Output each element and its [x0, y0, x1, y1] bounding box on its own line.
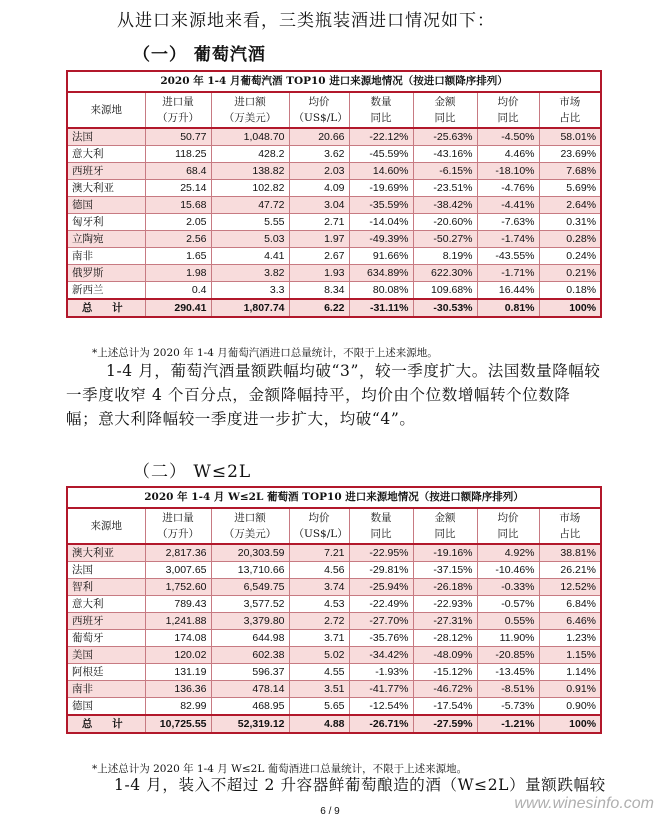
table-row — [67, 163, 601, 180]
table-row — [67, 698, 601, 716]
column-header: 均价 同比 — [477, 92, 539, 128]
table-cell: 3.74 — [289, 579, 349, 596]
table-cell: 2.67 — [289, 248, 349, 265]
table-cell: 120.02 — [145, 647, 211, 664]
source-country: 西班牙 — [67, 613, 145, 630]
table-row — [67, 596, 601, 613]
table-cell: 6.46% — [539, 613, 601, 630]
table-cell: 82.99 — [145, 698, 211, 716]
table-cell: -25.94% — [349, 579, 413, 596]
source-country: 匈牙利 — [67, 214, 145, 231]
table-cell: 138.82 — [211, 163, 289, 180]
table-cell: -22.93% — [413, 596, 477, 613]
total-cell: 6.22 — [289, 299, 349, 317]
table-cell: -20.85% — [477, 647, 539, 664]
column-header: 市场 占比 — [539, 508, 601, 544]
table-cell: -10.46% — [477, 562, 539, 579]
table-cell: 428.2 — [211, 146, 289, 163]
table-row — [67, 197, 601, 214]
source-country: 法国 — [67, 128, 145, 146]
section1-heading: （一） 葡萄汽酒 — [133, 45, 266, 65]
source-country: 德国 — [67, 698, 145, 716]
table-cell: 0.90% — [539, 698, 601, 716]
table-cell: 0.21% — [539, 265, 601, 282]
table-cell: 1.14% — [539, 664, 601, 681]
total-cell: 290.41 — [145, 299, 211, 317]
table-row — [67, 282, 601, 300]
table-cell: 174.08 — [145, 630, 211, 647]
table-cell: -48.09% — [413, 647, 477, 664]
table-cell: 5.69% — [539, 180, 601, 197]
table-cell: 596.37 — [211, 664, 289, 681]
table-cell: -12.54% — [349, 698, 413, 716]
source-country: 德国 — [67, 197, 145, 214]
bottled-wine-table — [66, 486, 602, 734]
table-cell: -5.73% — [477, 698, 539, 716]
table-cell: -29.81% — [349, 562, 413, 579]
table-cell: -0.57% — [477, 596, 539, 613]
table-cell: -1.71% — [477, 265, 539, 282]
column-header: 进口量 （万升） — [145, 508, 211, 544]
table-cell: 5.65 — [289, 698, 349, 716]
table-cell: 0.18% — [539, 282, 601, 300]
total-label: 总 计 — [67, 299, 145, 317]
table-cell: 0.28% — [539, 231, 601, 248]
table-cell: 12.52% — [539, 579, 601, 596]
table-cell: -13.45% — [477, 664, 539, 681]
sparkling-wine-table — [66, 70, 602, 318]
source-country: 意大利 — [67, 596, 145, 613]
table-cell: 0.31% — [539, 214, 601, 231]
table-cell: -34.42% — [349, 647, 413, 664]
table-row — [67, 613, 601, 630]
table-cell: 15.68 — [145, 197, 211, 214]
table-note: *上述总计为 2020 年 1-4 月 W≤2L 葡萄酒进口总量统计，不限于上述来源地。 — [92, 763, 468, 775]
table-cell: -41.77% — [349, 681, 413, 698]
source-country: 新西兰 — [67, 282, 145, 300]
table-cell: -1.93% — [349, 664, 413, 681]
table-cell: 3.04 — [289, 197, 349, 214]
column-header: 数量 同比 — [349, 508, 413, 544]
column-header: 来源地 — [67, 92, 145, 128]
table-cell: -15.12% — [413, 664, 477, 681]
analysis-paragraph: 1-4 月，葡萄汽酒量额跌幅均破“3”，较一季度扩大。法国数量降幅较一季度收窄 4 个百分点，金额降幅持平，均价由个位数增幅转个位数降幅；意大利降幅较一季度进一步扩大，均破“4”。 — [66, 362, 601, 428]
table-cell: 3.3 — [211, 282, 289, 300]
table-cell: -22.95% — [349, 544, 413, 562]
table-row — [67, 146, 601, 163]
table-cell: -28.12% — [413, 630, 477, 647]
table-cell: 26.21% — [539, 562, 601, 579]
column-header: 均价 同比 — [477, 508, 539, 544]
table-row — [67, 214, 601, 231]
table-cell: -0.33% — [477, 579, 539, 596]
site-watermark: www.winesinfo.com — [514, 795, 654, 812]
table-cell: -4.50% — [477, 128, 539, 146]
table-caption: 2020 年 1-4 月葡萄汽酒 TOP10 进口来源地情况（按进口额降序排列） — [67, 71, 601, 92]
table-cell: 789.43 — [145, 596, 211, 613]
table-cell: -6.15% — [413, 163, 477, 180]
table-cell: 2.71 — [289, 214, 349, 231]
table-cell: 1,241.88 — [145, 613, 211, 630]
table-cell: 1.97 — [289, 231, 349, 248]
table-cell: 3,577.52 — [211, 596, 289, 613]
analysis-paragraph: 1-4 月，装入不超过 2 升容器鲜葡萄酿造的酒（W≤2L）量额跌幅较 — [114, 776, 606, 794]
table-cell: 1.15% — [539, 647, 601, 664]
column-header: 来源地 — [67, 508, 145, 544]
total-cell: 52,319.12 — [211, 715, 289, 733]
table-cell: 7.68% — [539, 163, 601, 180]
total-cell: 1,807.74 — [211, 299, 289, 317]
total-row — [67, 715, 601, 733]
source-country: 智利 — [67, 579, 145, 596]
table-cell: 20,303.59 — [211, 544, 289, 562]
table-cell: -17.54% — [413, 698, 477, 716]
table-cell: 634.89% — [349, 265, 413, 282]
source-country: 西班牙 — [67, 163, 145, 180]
total-cell: -27.59% — [413, 715, 477, 733]
source-country: 南非 — [67, 248, 145, 265]
table-cell: 5.55 — [211, 214, 289, 231]
table-note: *上述总计为 2020 年 1-4 月葡萄汽酒进口总量统计，不限于上述来源地。 — [92, 347, 438, 359]
source-country: 南非 — [67, 681, 145, 698]
table-cell: -4.76% — [477, 180, 539, 197]
table-cell: 478.14 — [211, 681, 289, 698]
table-cell: 0.55% — [477, 613, 539, 630]
total-cell: 4.88 — [289, 715, 349, 733]
table-cell: -25.63% — [413, 128, 477, 146]
source-country: 意大利 — [67, 146, 145, 163]
table-row — [67, 544, 601, 562]
source-country: 澳大利亚 — [67, 544, 145, 562]
table-cell: 6.84% — [539, 596, 601, 613]
table-row — [67, 630, 601, 647]
column-header: 金额 同比 — [413, 508, 477, 544]
column-header: 均价 （US$/L） — [289, 92, 349, 128]
table-cell: -46.72% — [413, 681, 477, 698]
table-cell: -49.39% — [349, 231, 413, 248]
table-cell: 1,048.70 — [211, 128, 289, 146]
table-cell: -19.69% — [349, 180, 413, 197]
table-cell: 7.21 — [289, 544, 349, 562]
table-cell: 4.53 — [289, 596, 349, 613]
table-cell: -8.51% — [477, 681, 539, 698]
table-cell: 3,007.65 — [145, 562, 211, 579]
table-cell: -4.41% — [477, 197, 539, 214]
table-cell: 2.05 — [145, 214, 211, 231]
table-cell: 80.08% — [349, 282, 413, 300]
table-cell: 23.69% — [539, 146, 601, 163]
table-cell: 3.51 — [289, 681, 349, 698]
total-cell: 100% — [539, 715, 601, 733]
intro-text: 从进口来源地来看，三类瓶装酒进口情况如下： — [117, 11, 495, 31]
table-cell: 118.25 — [145, 146, 211, 163]
source-country: 阿根廷 — [67, 664, 145, 681]
total-cell: 10,725.55 — [145, 715, 211, 733]
table-row — [67, 562, 601, 579]
table-cell: -18.10% — [477, 163, 539, 180]
table-cell: -22.49% — [349, 596, 413, 613]
table-cell: 68.4 — [145, 163, 211, 180]
table-cell: -1.74% — [477, 231, 539, 248]
total-cell: -31.11% — [349, 299, 413, 317]
table-row — [67, 681, 601, 698]
table-cell: -37.15% — [413, 562, 477, 579]
table-cell: 5.02 — [289, 647, 349, 664]
table-cell: -22.12% — [349, 128, 413, 146]
column-header: 进口额 （万美元） — [211, 508, 289, 544]
table-cell: 3,379.80 — [211, 613, 289, 630]
table-cell: -23.51% — [413, 180, 477, 197]
table-row — [67, 579, 601, 596]
table-cell: 0.91% — [539, 681, 601, 698]
table-cell: 102.82 — [211, 180, 289, 197]
table-cell: 4.41 — [211, 248, 289, 265]
table-cell: -35.59% — [349, 197, 413, 214]
table-cell: 5.03 — [211, 231, 289, 248]
table-cell: 0.24% — [539, 248, 601, 265]
table-cell: -45.59% — [349, 146, 413, 163]
table-cell: 602.38 — [211, 647, 289, 664]
source-country: 法国 — [67, 562, 145, 579]
table-cell: -20.60% — [413, 214, 477, 231]
total-row — [67, 299, 601, 317]
source-country: 澳大利亚 — [67, 180, 145, 197]
table-cell: -7.63% — [477, 214, 539, 231]
table-row — [67, 180, 601, 197]
table-cell: 3.82 — [211, 265, 289, 282]
table-cell: 131.19 — [145, 664, 211, 681]
table-cell: 468.95 — [211, 698, 289, 716]
table-cell: 2.56 — [145, 231, 211, 248]
table-cell: -27.31% — [413, 613, 477, 630]
table-cell: 4.92% — [477, 544, 539, 562]
table-cell: -19.16% — [413, 544, 477, 562]
table-row — [67, 128, 601, 146]
total-label: 总 计 — [67, 715, 145, 733]
table-cell: 3.62 — [289, 146, 349, 163]
table-cell: 644.98 — [211, 630, 289, 647]
table-cell: 4.09 — [289, 180, 349, 197]
table-cell: 1.23% — [539, 630, 601, 647]
total-cell: -26.71% — [349, 715, 413, 733]
table-cell: 2.72 — [289, 613, 349, 630]
table-cell: 14.60% — [349, 163, 413, 180]
column-header: 进口额 （万美元） — [211, 92, 289, 128]
table-cell: -50.27% — [413, 231, 477, 248]
table-cell: 11.90% — [477, 630, 539, 647]
total-cell: -30.53% — [413, 299, 477, 317]
table-cell: 0.4 — [145, 282, 211, 300]
table-cell: 50.77 — [145, 128, 211, 146]
table-cell: 109.68% — [413, 282, 477, 300]
table-cell: -26.18% — [413, 579, 477, 596]
column-header: 金额 同比 — [413, 92, 477, 128]
table-row — [67, 231, 601, 248]
table-cell: 4.56 — [289, 562, 349, 579]
table-cell: -38.42% — [413, 197, 477, 214]
table-cell: -43.16% — [413, 146, 477, 163]
column-header: 市场 占比 — [539, 92, 601, 128]
total-cell: -1.21% — [477, 715, 539, 733]
total-cell: 0.81% — [477, 299, 539, 317]
source-country: 俄罗斯 — [67, 265, 145, 282]
section2-heading: （二） W≤2L — [133, 462, 252, 482]
table-cell: 13,710.66 — [211, 562, 289, 579]
table-cell: 16.44% — [477, 282, 539, 300]
total-cell: 100% — [539, 299, 601, 317]
table-cell: 2.03 — [289, 163, 349, 180]
table-cell: 4.55 — [289, 664, 349, 681]
table-cell: -14.04% — [349, 214, 413, 231]
page-number: 6 / 9 — [320, 806, 340, 817]
table-cell: 2.64% — [539, 197, 601, 214]
table-cell: 91.66% — [349, 248, 413, 265]
source-country: 葡萄牙 — [67, 630, 145, 647]
column-header: 数量 同比 — [349, 92, 413, 128]
table-cell: 1,752.60 — [145, 579, 211, 596]
source-country: 美国 — [67, 647, 145, 664]
table-cell: 8.19% — [413, 248, 477, 265]
column-header: 均价 （US$/L） — [289, 508, 349, 544]
table-cell: 20.66 — [289, 128, 349, 146]
table-cell: 1.98 — [145, 265, 211, 282]
table-row — [67, 248, 601, 265]
table-cell: 8.34 — [289, 282, 349, 300]
table-cell: 622.30% — [413, 265, 477, 282]
table-cell: 47.72 — [211, 197, 289, 214]
table-cell: 4.46% — [477, 146, 539, 163]
column-header: 进口量 （万升） — [145, 92, 211, 128]
table-cell: 2,817.36 — [145, 544, 211, 562]
table-cell: -35.76% — [349, 630, 413, 647]
table-cell: 58.01% — [539, 128, 601, 146]
table-cell: -43.55% — [477, 248, 539, 265]
table-cell: 6,549.75 — [211, 579, 289, 596]
table-row — [67, 647, 601, 664]
source-country: 立陶宛 — [67, 231, 145, 248]
table-cell: 1.93 — [289, 265, 349, 282]
table-cell: 38.81% — [539, 544, 601, 562]
table-cell: -27.70% — [349, 613, 413, 630]
table-caption: 2020 年 1-4 月 W≤2L 葡萄酒 TOP10 进口来源地情况（按进口额降序排列） — [67, 487, 601, 508]
table-row — [67, 664, 601, 681]
table-cell: 3.71 — [289, 630, 349, 647]
table-row — [67, 265, 601, 282]
table-cell: 136.36 — [145, 681, 211, 698]
table-cell: 1.65 — [145, 248, 211, 265]
table-cell: 25.14 — [145, 180, 211, 197]
